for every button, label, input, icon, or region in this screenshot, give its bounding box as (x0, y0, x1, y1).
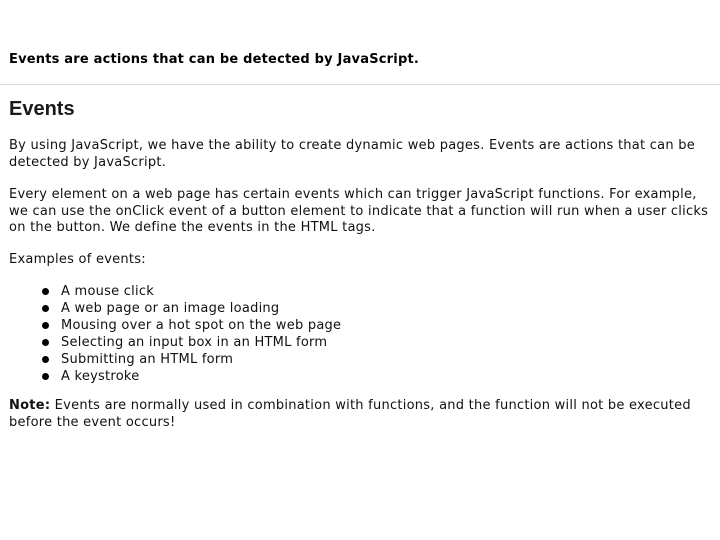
paragraph-intro: By using JavaScript, we have the ability to create dynamic web pages. Events are actions that can be detected by JavaScript. (9, 138, 695, 170)
note-paragraph (9, 398, 714, 431)
list-item (0, 300, 341, 317)
bullet-icon (42, 356, 49, 363)
list-item-label: A web page or an image loading (61, 301, 280, 316)
intro-text: Events are actions that can be detected by JavaScript. (9, 52, 419, 67)
list-item-label: A mouse click (61, 284, 155, 299)
bullet-icon (42, 322, 49, 329)
divider (0, 84, 720, 85)
page-heading: Events (9, 98, 75, 120)
paragraph-examples-label: Examples of events: (9, 252, 146, 267)
list-item (0, 283, 341, 300)
bullet-icon (42, 339, 49, 346)
list-item (0, 368, 341, 385)
list-item (0, 351, 341, 368)
paragraph-elements: Every element on a web page has certain events which can trigger JavaScript functions. For example, we can use the onClick event of a button element to indicate that a function will run when a user clicks on the button. We define the events in the HTML tags. (9, 187, 709, 235)
note-label: Note: (9, 398, 51, 413)
bullet-icon (42, 305, 49, 312)
list-item-label: A keystroke (61, 369, 140, 384)
events-list (0, 283, 341, 385)
list-item (0, 334, 341, 351)
list-item-label: Mousing over a hot spot on the web page (61, 318, 342, 333)
bullet-icon (42, 288, 49, 295)
list-item-label: Submitting an HTML form (61, 352, 234, 367)
list-item-label: Selecting an input box in an HTML form (61, 335, 328, 350)
note-text: Events are normally used in combination with functions, and the function will not be executed before the event occurs! (9, 398, 691, 430)
list-item (0, 317, 341, 334)
bullet-icon (42, 373, 49, 380)
